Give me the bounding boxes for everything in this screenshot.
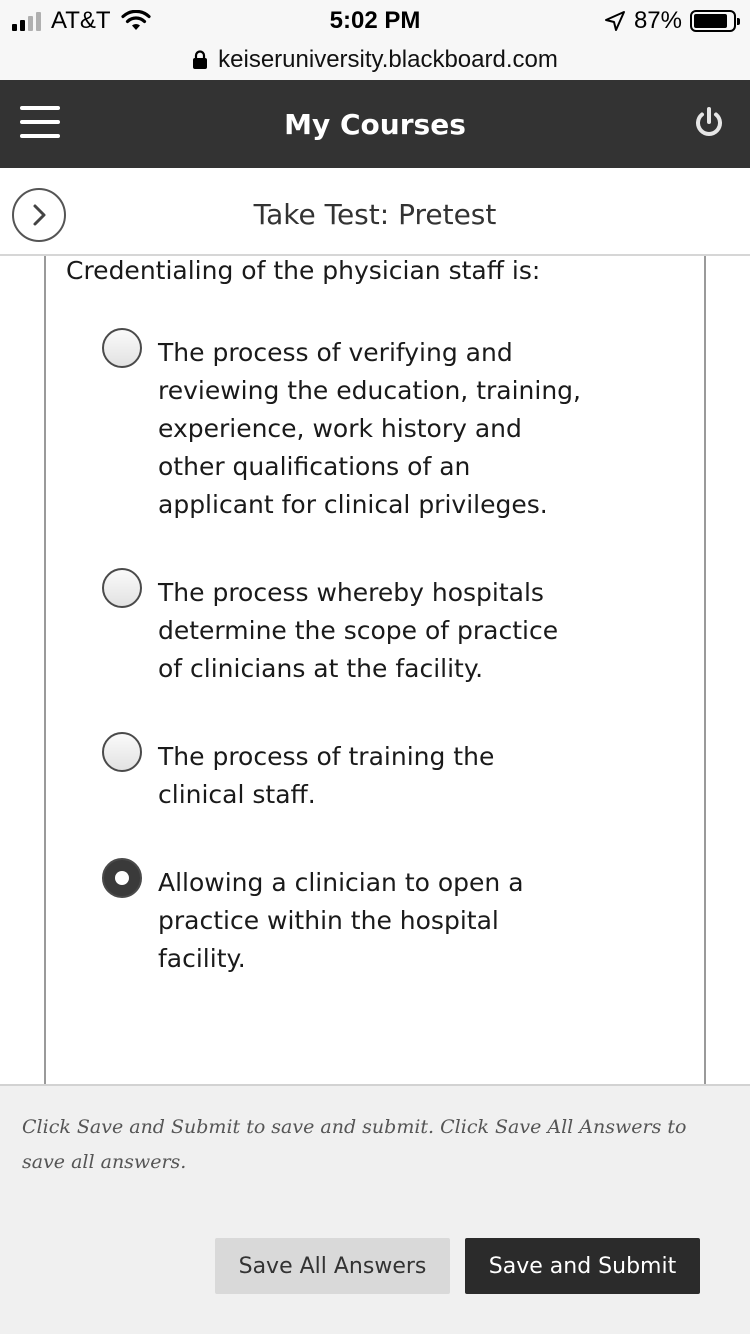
answer-option-label: The process whereby hospitals determine the scope of practice of clinicians at the facility. bbox=[158, 578, 559, 683]
answer-option-3[interactable] bbox=[102, 732, 582, 812]
radio-button[interactable] bbox=[102, 328, 142, 368]
app-header bbox=[0, 80, 750, 168]
instructions-text: Click Save and Submit to save and submit. Click Save All Answers to save all answers. bbox=[22, 1116, 687, 1173]
sub-header bbox=[0, 168, 750, 256]
save-and-submit-button[interactable]: Save and Submit bbox=[465, 1238, 700, 1294]
battery-level bbox=[694, 14, 727, 28]
page-title: My Courses bbox=[284, 108, 466, 141]
question-panel bbox=[44, 256, 706, 1086]
power-icon[interactable] bbox=[692, 106, 726, 140]
url-bar[interactable] bbox=[0, 40, 750, 80]
lock-icon bbox=[192, 50, 208, 70]
status-bar bbox=[0, 0, 750, 40]
answer-option-label: The process of training the clinical staff. bbox=[158, 742, 495, 809]
chevron-right-icon bbox=[14, 190, 64, 240]
location-arrow-icon bbox=[604, 10, 626, 32]
status-right bbox=[604, 7, 736, 35]
answer-option-4[interactable] bbox=[102, 858, 582, 978]
answer-option-2[interactable] bbox=[102, 568, 582, 688]
question-text: Credentialing of the physician staff is: bbox=[66, 256, 541, 285]
answer-option-label: Allowing a clinician to open a practice within the hospital facility. bbox=[158, 868, 524, 973]
radio-button-selected[interactable] bbox=[102, 858, 142, 898]
radio-button[interactable] bbox=[102, 732, 142, 772]
test-title: Take Test: Pretest bbox=[253, 198, 497, 231]
answer-option-1[interactable] bbox=[102, 328, 582, 528]
url-text: keiseruniversity.blackboard.com bbox=[218, 46, 558, 73]
battery-icon bbox=[690, 10, 736, 32]
carrier-label: AT&T bbox=[51, 7, 111, 34]
radio-button[interactable] bbox=[102, 568, 142, 608]
expand-nav-button[interactable] bbox=[12, 188, 66, 242]
hamburger-menu-icon[interactable] bbox=[20, 106, 60, 140]
answer-option-label: The process of verifying and reviewing the education, training, experience, work history and other qualifications of an applicant for clinical privileges. bbox=[158, 338, 581, 519]
battery-percent: 87% bbox=[633, 7, 682, 34]
save-all-answers-button[interactable]: Save All Answers bbox=[215, 1238, 450, 1294]
status-time: 5:02 PM bbox=[329, 7, 421, 34]
submit-footer bbox=[0, 1084, 750, 1334]
